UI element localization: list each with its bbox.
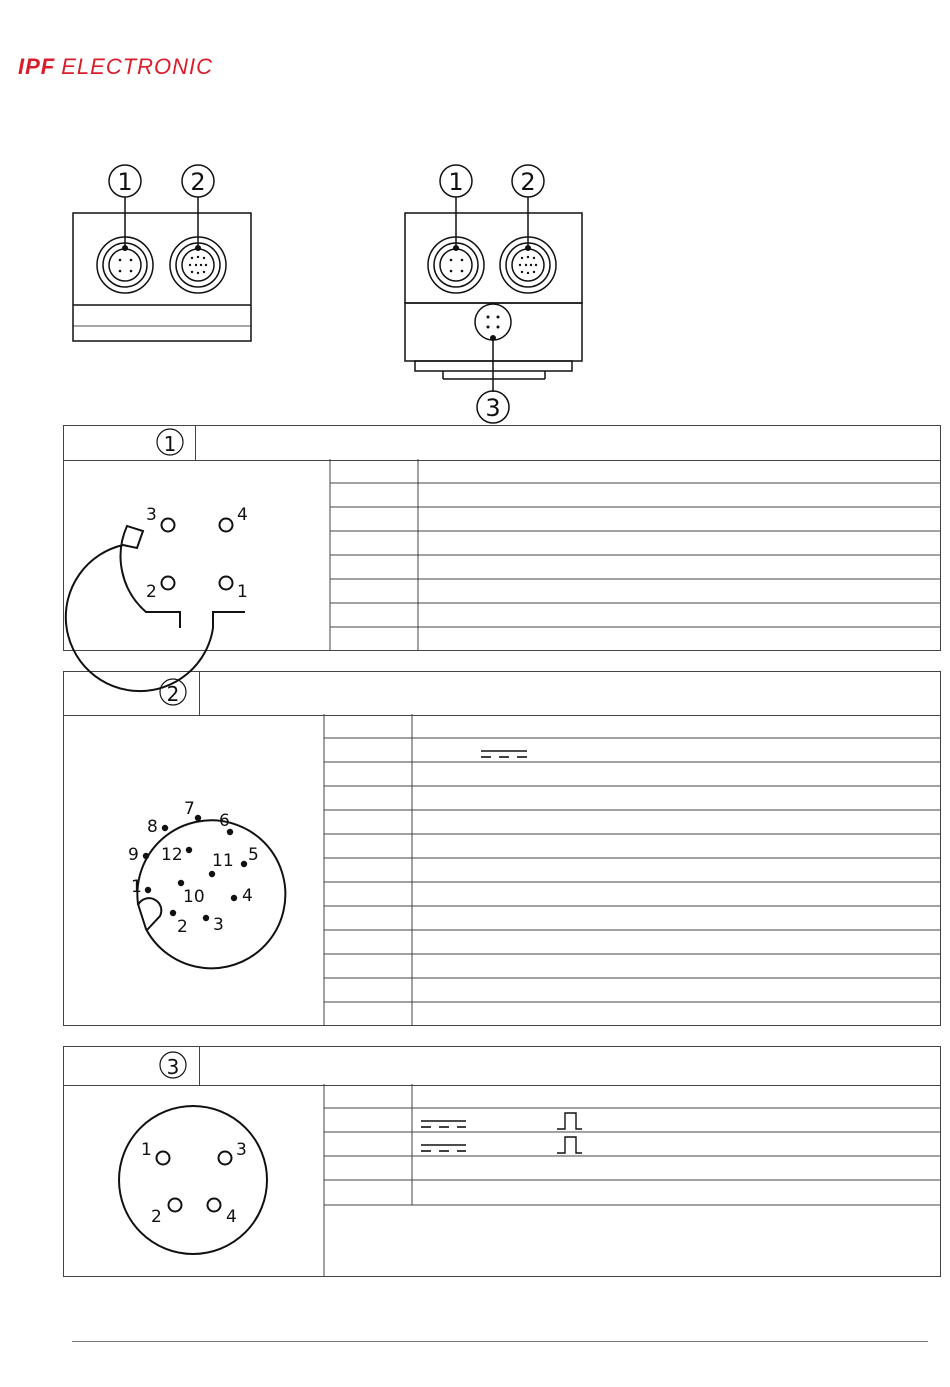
c3-pin-2: 2 bbox=[151, 1207, 162, 1227]
dc-voltage-icon bbox=[421, 1121, 466, 1127]
logo-brand: IPF bbox=[18, 54, 56, 79]
c1-pin-3: 3 bbox=[146, 505, 157, 525]
c2-pin-11: 11 bbox=[212, 851, 234, 871]
c1-pin-4: 4 bbox=[237, 505, 248, 525]
pulse-icon bbox=[557, 1113, 582, 1129]
callout-3-right: 3 bbox=[485, 394, 501, 422]
c3-pin-1: 1 bbox=[141, 1140, 152, 1160]
dc-voltage-icon bbox=[421, 1145, 466, 1151]
c2-pin-7: 7 bbox=[184, 799, 195, 819]
callout-1-left: 1 bbox=[117, 168, 133, 196]
c2-pin-2: 2 bbox=[177, 917, 188, 937]
c2-pin-5: 5 bbox=[248, 845, 259, 865]
connector-2-pinout bbox=[137, 815, 285, 969]
connector-1-pinout bbox=[66, 519, 245, 692]
dc-voltage-icon bbox=[481, 751, 527, 757]
c2-pin-6: 6 bbox=[219, 811, 230, 831]
table-3-label: 3 bbox=[166, 1055, 180, 1079]
table-1-label: 1 bbox=[163, 432, 177, 456]
c2-pin-3: 3 bbox=[213, 915, 224, 935]
c2-pin-10: 10 bbox=[183, 887, 205, 907]
c2-pin-12: 12 bbox=[161, 845, 183, 865]
table-2-label: 2 bbox=[166, 682, 180, 706]
logo-text: ELECTRONIC bbox=[61, 54, 214, 79]
connector-3-pinout bbox=[119, 1106, 267, 1254]
c1-pin-2: 2 bbox=[146, 582, 157, 602]
c1-pin-1: 1 bbox=[237, 582, 248, 602]
c2-pin-9: 9 bbox=[128, 845, 139, 865]
callout-2-left: 2 bbox=[190, 168, 206, 196]
c2-pin-1: 1 bbox=[131, 877, 142, 897]
callout-2-right: 2 bbox=[520, 168, 536, 196]
callout-1-right: 1 bbox=[448, 168, 464, 196]
c3-pin-3: 3 bbox=[236, 1140, 247, 1160]
pulse-icon bbox=[557, 1137, 582, 1153]
c2-pin-8: 8 bbox=[147, 817, 158, 837]
c2-pin-4: 4 bbox=[242, 886, 253, 906]
c3-pin-4: 4 bbox=[226, 1207, 237, 1227]
footer-divider bbox=[72, 1341, 928, 1342]
